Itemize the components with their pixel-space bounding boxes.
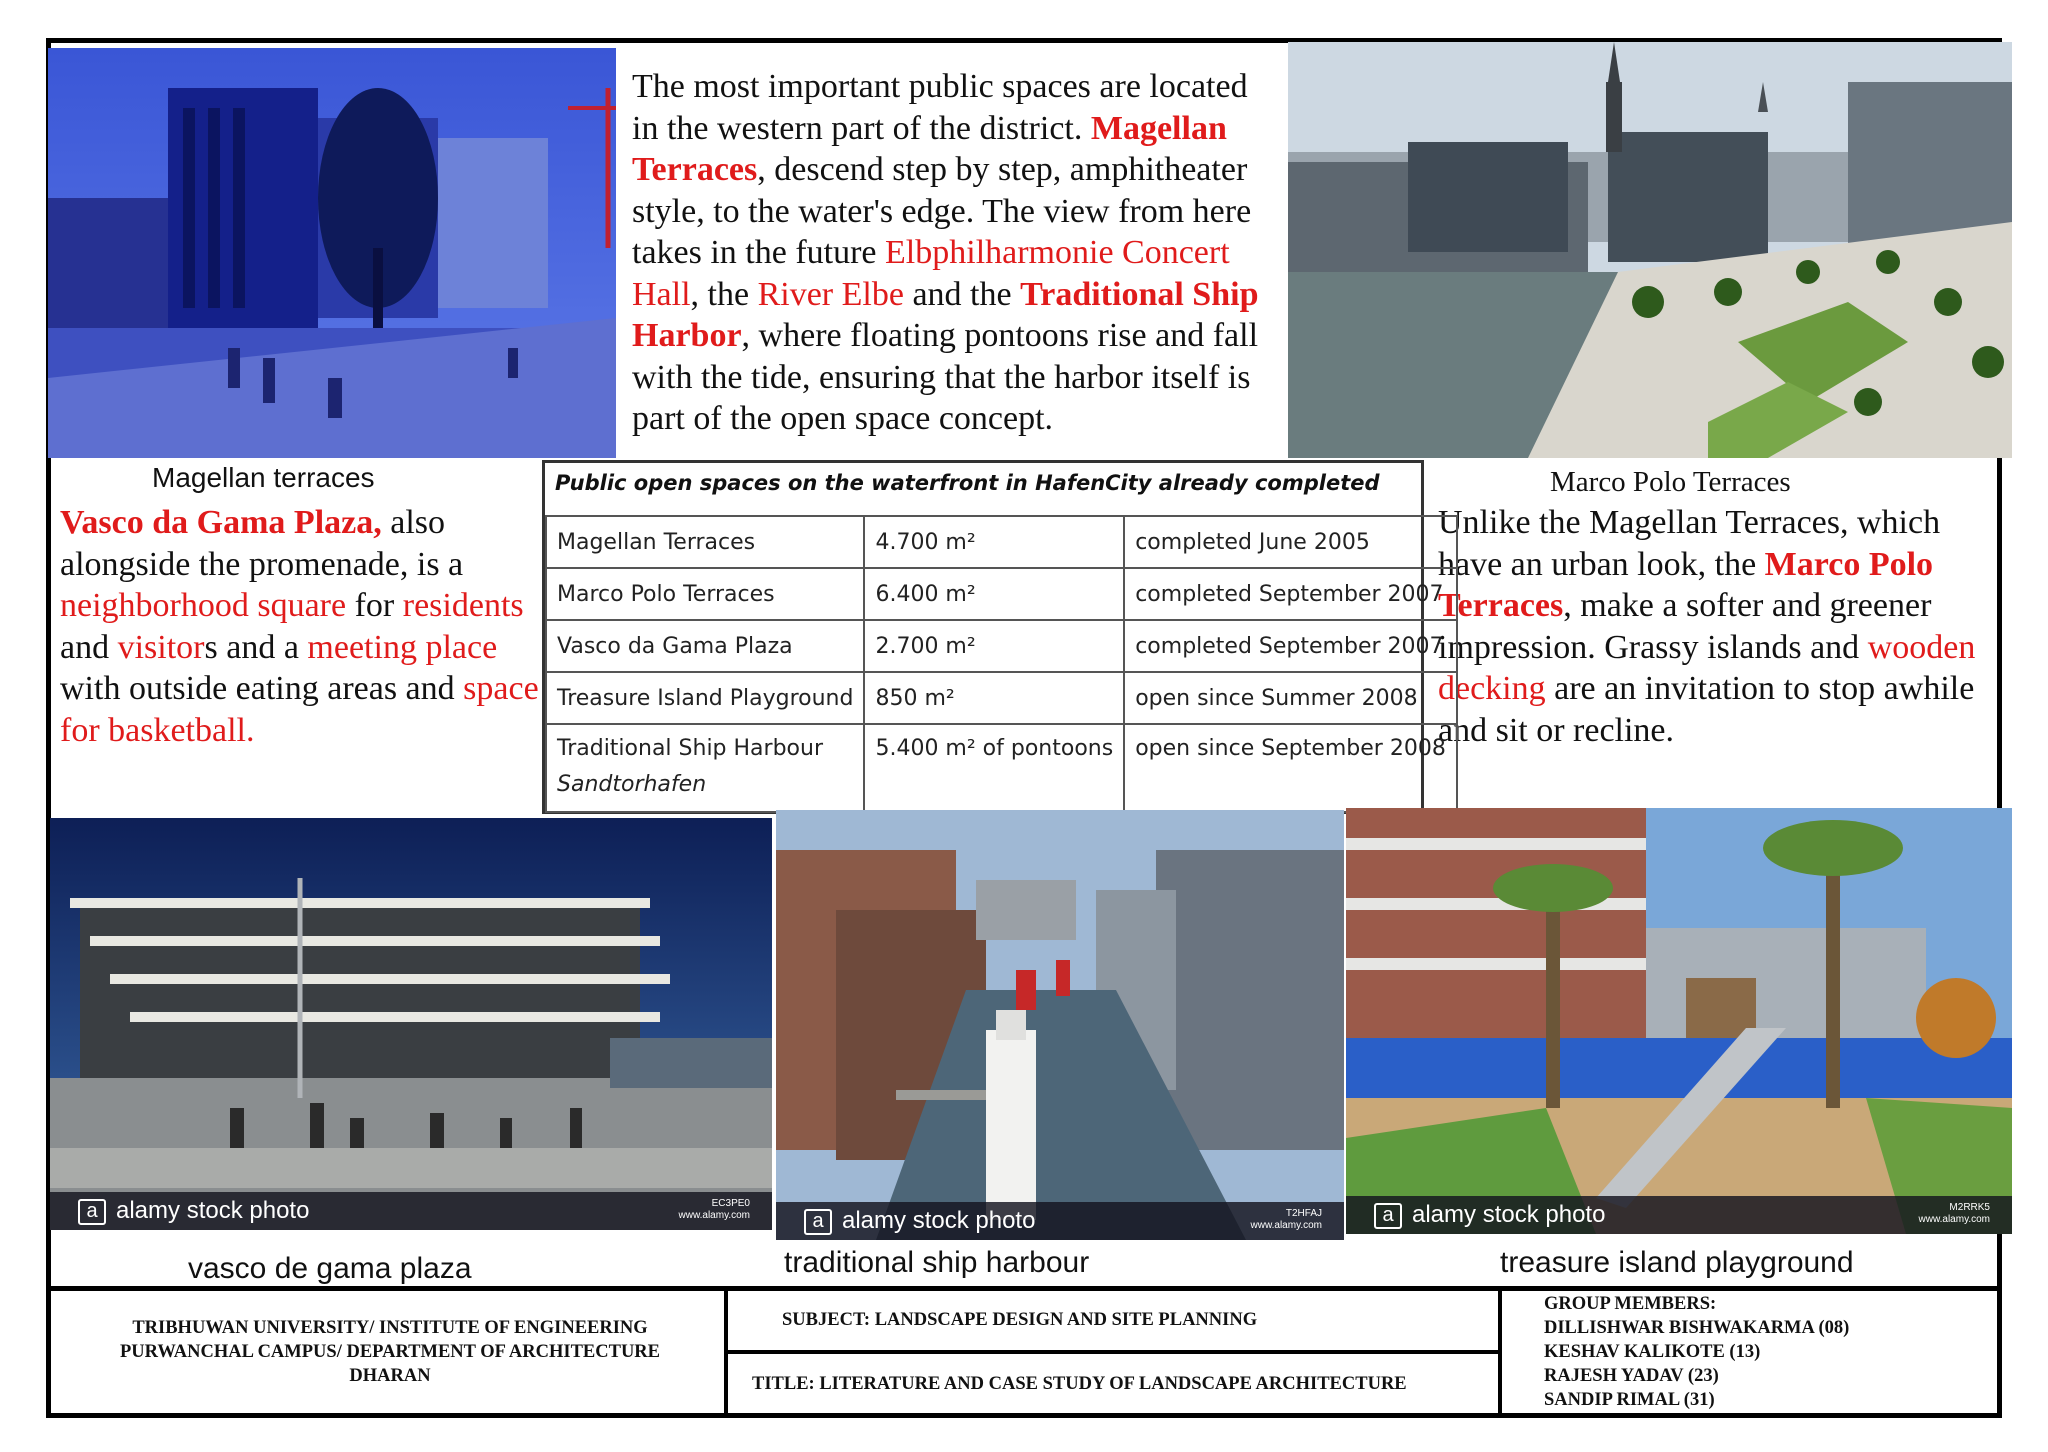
marco-polo-terraces-photo <box>1288 42 2012 458</box>
magellan-terraces-photo <box>48 48 616 458</box>
intro-ship-harbor-highlight: Traditional Ship Harbor <box>632 275 1259 354</box>
alamy-code <box>679 1198 751 1222</box>
intro-paragraph <box>632 66 1282 440</box>
marco-text-3: are an invitation to stop awhile and sit or recline. <box>1438 670 1975 749</box>
magellan-caption: Magellan terraces <box>152 462 375 493</box>
group-member: DILLISHWAR BISHWAKARMA (08) <box>1544 1318 1850 1338</box>
alamy-logo-icon: a <box>804 1209 832 1235</box>
intro-elbphilharmonie-highlight: Elbphilharmonie Concert Hall <box>632 234 1230 313</box>
table-cell: completed June 2005 <box>1124 516 1457 568</box>
vasco-text-3: and <box>60 628 110 666</box>
table-cell: 6.400 m² <box>864 568 1124 620</box>
vasco-basketball-highlight: space for basketball. <box>60 670 539 749</box>
university-block <box>60 1316 720 1388</box>
table-cell: Marco Polo Terraces <box>546 568 864 620</box>
ship-photo-caption: traditional ship harbour <box>784 1246 1090 1279</box>
marco-caption: Marco Polo Terraces <box>1550 466 1791 498</box>
university-line-3: DHARAN <box>349 1366 431 1386</box>
table-cell: open since Summer 2008 <box>1124 672 1457 724</box>
alamy-image-code: M2RRK5 <box>1949 1202 1990 1213</box>
table-row <box>546 568 1457 620</box>
vasco-text-5: with outside eating areas and <box>60 670 455 707</box>
marco-decking-highlight: wooden decking <box>1438 628 1976 707</box>
alamy-watermark-bar <box>1346 1196 2012 1234</box>
intro-text-1: The most important public spaces are located in the western part of the district. <box>632 68 1248 147</box>
marco-polo-image <box>1288 42 2012 458</box>
alamy-watermark-bar <box>50 1192 772 1230</box>
title-label: TITLE: LITERATURE AND CASE STUDY OF LANDSCAPE ARCHITECTURE <box>752 1374 1407 1394</box>
marco-text-2: , make a softer and greener impression. Grassy islands and <box>1438 587 1932 666</box>
alamy-image-code: EC3PE0 <box>711 1198 750 1209</box>
alamy-logo-icon: a <box>1374 1203 1402 1229</box>
table-cell: completed September 2007 <box>1124 568 1457 620</box>
table-row <box>546 516 1457 568</box>
vasco-text-1: also alongside the promenade, is a <box>60 504 464 583</box>
university-line-2: PURWANCHAL CAMPUS/ DEPARTMENT OF ARCHITECTURE <box>119 1342 661 1362</box>
vasco-neighborhood-highlight: neighborhood square <box>60 587 347 624</box>
group-member: KESHAV KALIKOTE (13) <box>1544 1342 1761 1362</box>
vasco-visitors-highlight: visitor <box>117 628 205 666</box>
alamy-brand: alamy stock photo <box>842 1207 1036 1234</box>
alamy-logo-icon: a <box>78 1199 106 1225</box>
vasco-residents-highlight: residents <box>402 587 524 624</box>
vasco-text-4: s and a <box>204 628 299 666</box>
table-cell: completed September 2007 <box>1124 620 1457 672</box>
footer-middle-rule <box>724 1350 1500 1354</box>
table-row <box>546 672 1457 724</box>
alamy-code <box>1251 1208 1323 1232</box>
table-cell-text: Traditional Ship Harbour <box>557 736 823 761</box>
table-cell: open since September 2008 <box>1124 724 1457 812</box>
intro-text-2: , descend step by step, amphitheater style, to the water's edge. The view from here takes in the future <box>632 151 1252 271</box>
vasco-image <box>50 818 772 1230</box>
table-cell: 5.400 m² of pontoons <box>864 724 1124 812</box>
treasure-photo-caption: treasure island playground <box>1500 1246 1854 1279</box>
vasco-photo-caption: vasco de gama plaza <box>188 1252 472 1285</box>
vasco-title-highlight: Vasco da Gama Plaza, <box>60 504 382 541</box>
intro-magellan-highlight: Magellan Terraces <box>632 109 1227 188</box>
marco-text-1: Unlike the Magellan Terraces, which have an urban look, the <box>1438 504 1941 583</box>
university-line-1: TRIBHUWAN UNIVERSITY/ INSTITUTE OF ENGINEERING <box>132 1318 648 1338</box>
open-spaces-table <box>545 515 1458 813</box>
table-cell: Treasure Island Playground <box>546 672 864 724</box>
alamy-brand: alamy stock photo <box>1412 1201 1606 1228</box>
alamy-code <box>1919 1202 1991 1226</box>
magellan-terraces-image <box>48 48 616 458</box>
ship-harbour-image <box>776 810 1344 1240</box>
table-cell: Magellan Terraces <box>546 516 864 568</box>
table-cell <box>546 724 864 812</box>
group-member: RAJESH YADAV (23) <box>1544 1366 1719 1386</box>
treasure-island-image <box>1346 808 2012 1234</box>
vasco-paragraph <box>60 502 540 751</box>
alamy-site: www.alamy.com <box>678 1210 750 1221</box>
group-members-label: GROUP MEMBERS: <box>1544 1294 1717 1314</box>
open-spaces-table-box <box>542 460 1446 814</box>
table-row <box>546 724 1457 812</box>
subject-label: SUBJECT: LANDSCAPE DESIGN AND SITE PLANNING <box>782 1310 1258 1330</box>
footer-top-rule <box>46 1286 2002 1291</box>
table-cell: 2.700 m² <box>864 620 1124 672</box>
alamy-site: www.alamy.com <box>1918 1214 1990 1225</box>
alamy-image-code: T2HFAJ <box>1285 1208 1322 1219</box>
intro-text-3: , the <box>690 275 750 313</box>
treasure-island-photo <box>1346 808 2012 1234</box>
group-members-block <box>1544 1292 1849 1412</box>
intro-river-elbe-highlight: River Elbe <box>757 275 904 313</box>
vasco-meeting-highlight: meeting place <box>307 628 498 666</box>
vasco-text-2: for <box>354 587 395 624</box>
alamy-watermark-bar <box>776 1202 1344 1240</box>
table-cell: 850 m² <box>864 672 1124 724</box>
marco-title-highlight: Marco Polo Terraces <box>1438 545 1934 624</box>
intro-text-4: and the <box>912 275 1012 313</box>
marco-paragraph <box>1438 502 1998 751</box>
vasco-photo <box>50 818 772 1230</box>
group-member: SANDIP RIMAL (31) <box>1544 1390 1715 1410</box>
open-spaces-table-title: Public open spaces on the waterfront in HafenCity already completed <box>555 471 1380 495</box>
table-cell: Vasco da Gama Plaza <box>546 620 864 672</box>
alamy-site: www.alamy.com <box>1250 1220 1322 1231</box>
intro-text-5: , where floating pontoons rise and fall with the tide, ensuring that the harbor itself is part of the open space concept. <box>632 317 1259 437</box>
table-row <box>546 620 1457 672</box>
table-cell-subtext: Sandtorhafen <box>557 772 707 797</box>
alamy-brand: alamy stock photo <box>116 1197 310 1224</box>
ship-harbour-photo <box>776 810 1344 1240</box>
table-cell: 4.700 m² <box>864 516 1124 568</box>
